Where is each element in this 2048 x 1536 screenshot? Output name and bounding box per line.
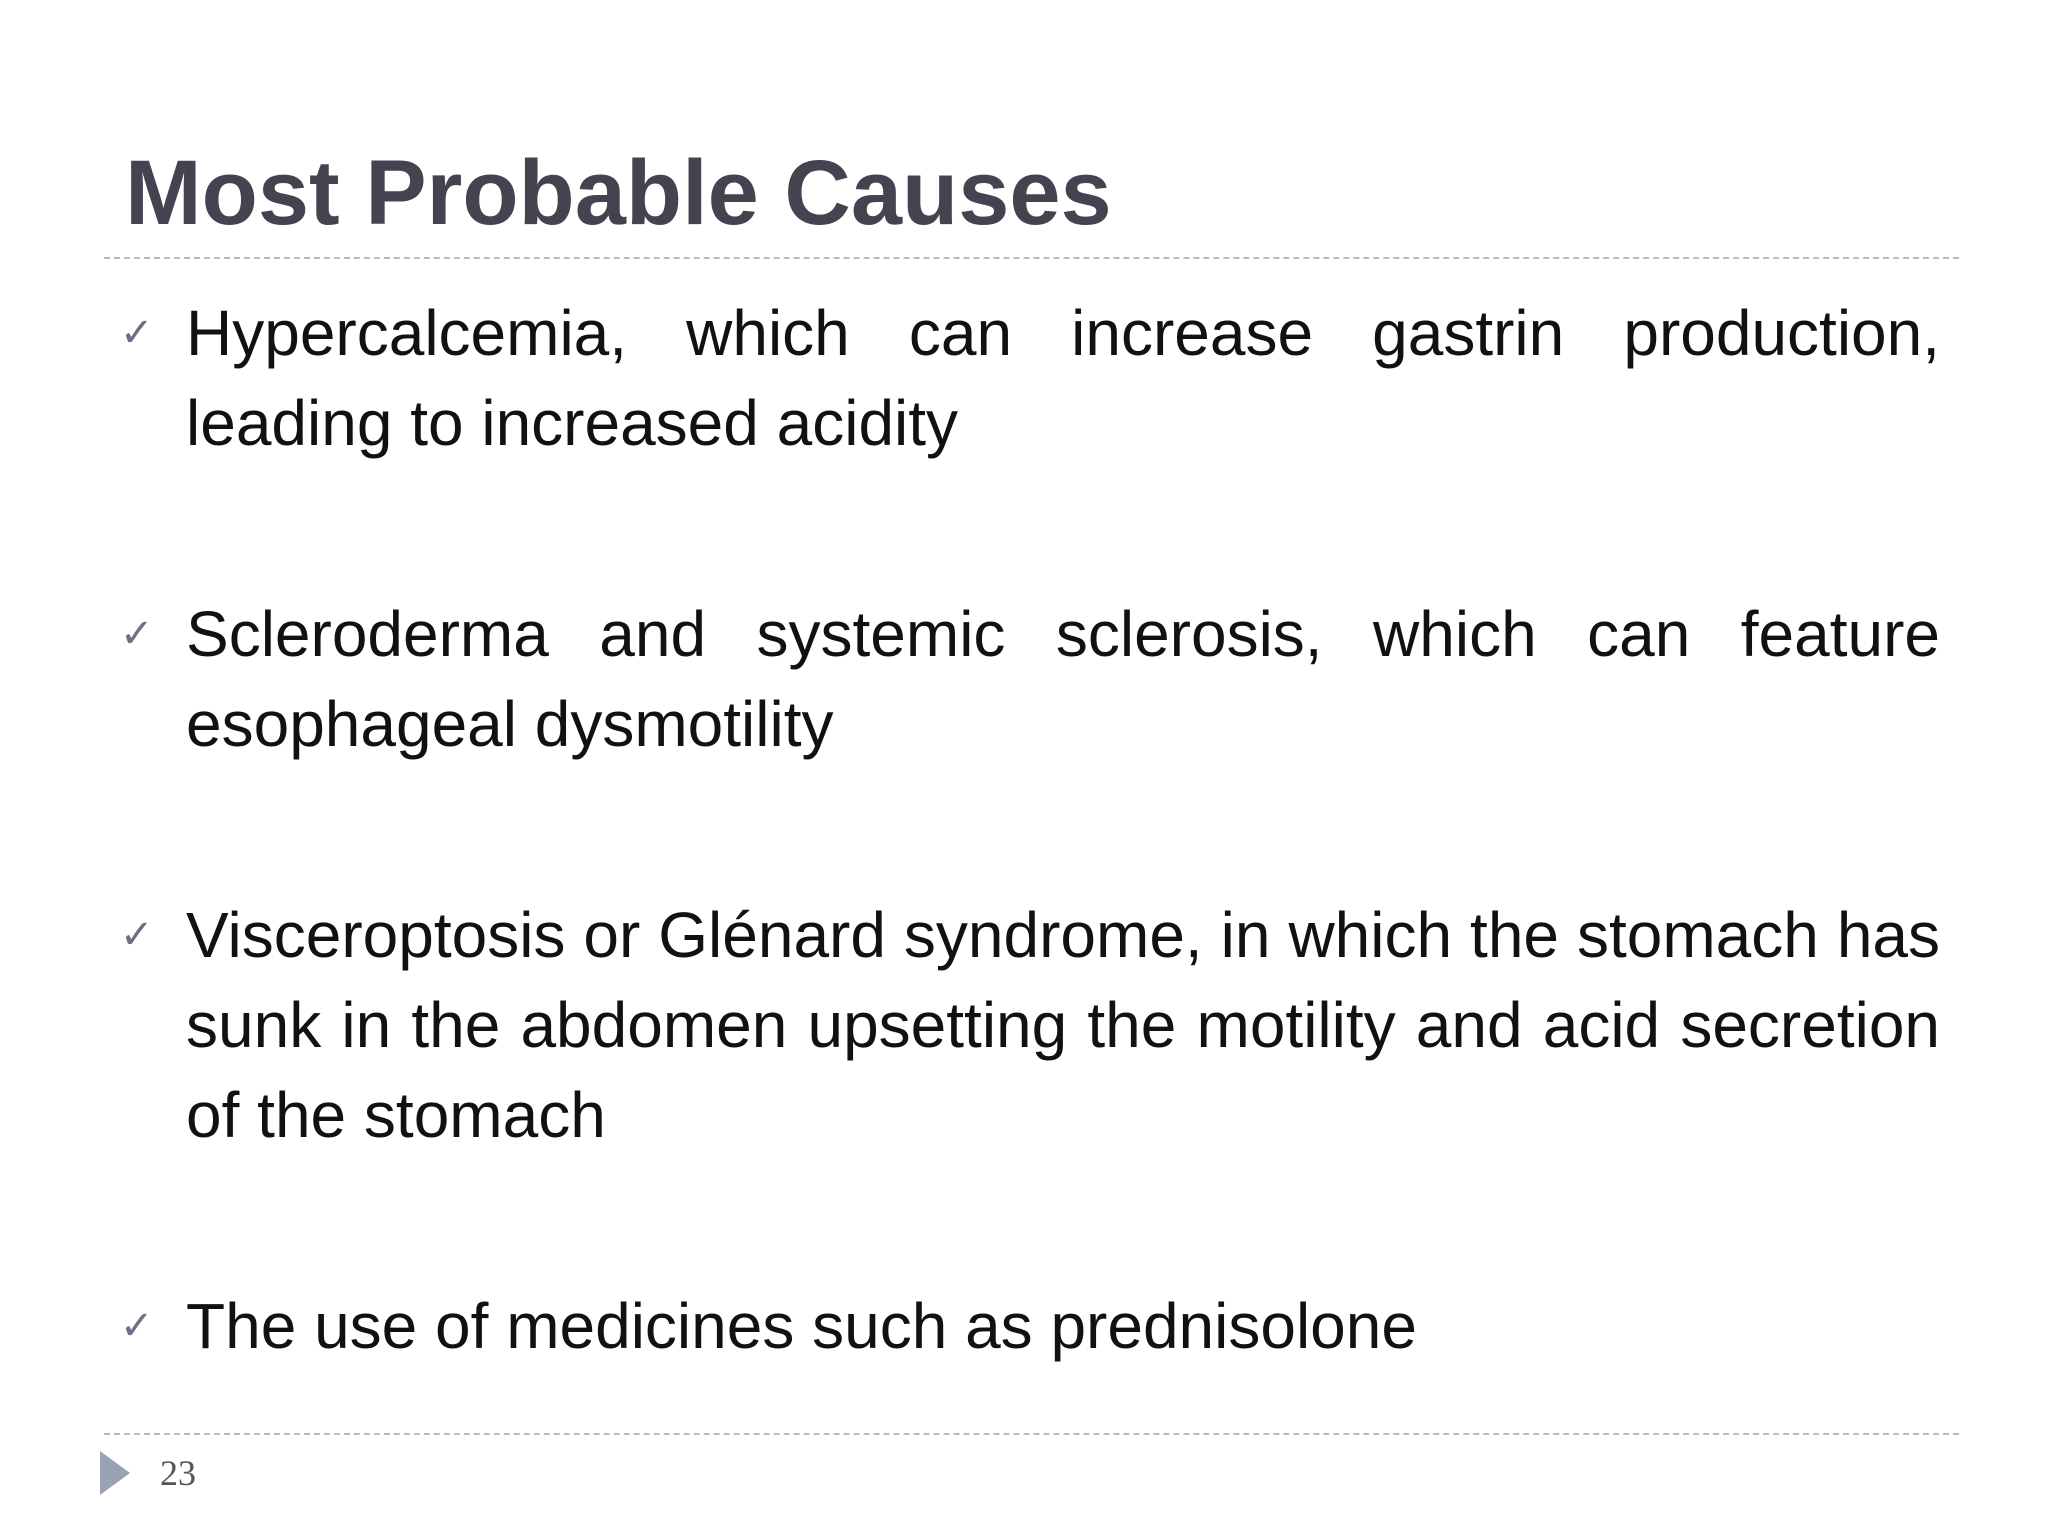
top-divider <box>104 257 1959 259</box>
check-icon: ✓ <box>120 611 154 657</box>
triangle-right-icon <box>100 1451 130 1495</box>
bullet-list <box>120 288 1940 1371</box>
slide-footer <box>100 1448 196 1498</box>
bullet-text: Hypercalcemia, which can increase gastrin production, leading to increased acidity <box>186 297 1940 459</box>
bullet-item-hypercalcemia <box>120 288 1940 468</box>
bullet-text: Visceroptosis or Glénard syndrome, in which the stomach has sunk in the abdomen upsetting the motility and acid secretion of the stomach <box>186 899 1940 1151</box>
page-number: 23 <box>160 1453 196 1493</box>
bullet-item-medicines <box>120 1281 1940 1371</box>
bullet-item-visceroptosis <box>120 890 1940 1160</box>
check-icon: ✓ <box>120 1303 154 1349</box>
bullet-text: The use of medicines such as prednisolone <box>186 1290 1417 1362</box>
bottom-divider <box>104 1433 1959 1435</box>
bullet-text: Scleroderma and systemic sclerosis, which can feature esophageal dysmotility <box>186 598 1940 760</box>
bullet-item-scleroderma <box>120 589 1940 769</box>
check-icon: ✓ <box>120 310 154 356</box>
slide-title: Most Probable Causes <box>125 142 1112 244</box>
check-icon: ✓ <box>120 912 154 958</box>
